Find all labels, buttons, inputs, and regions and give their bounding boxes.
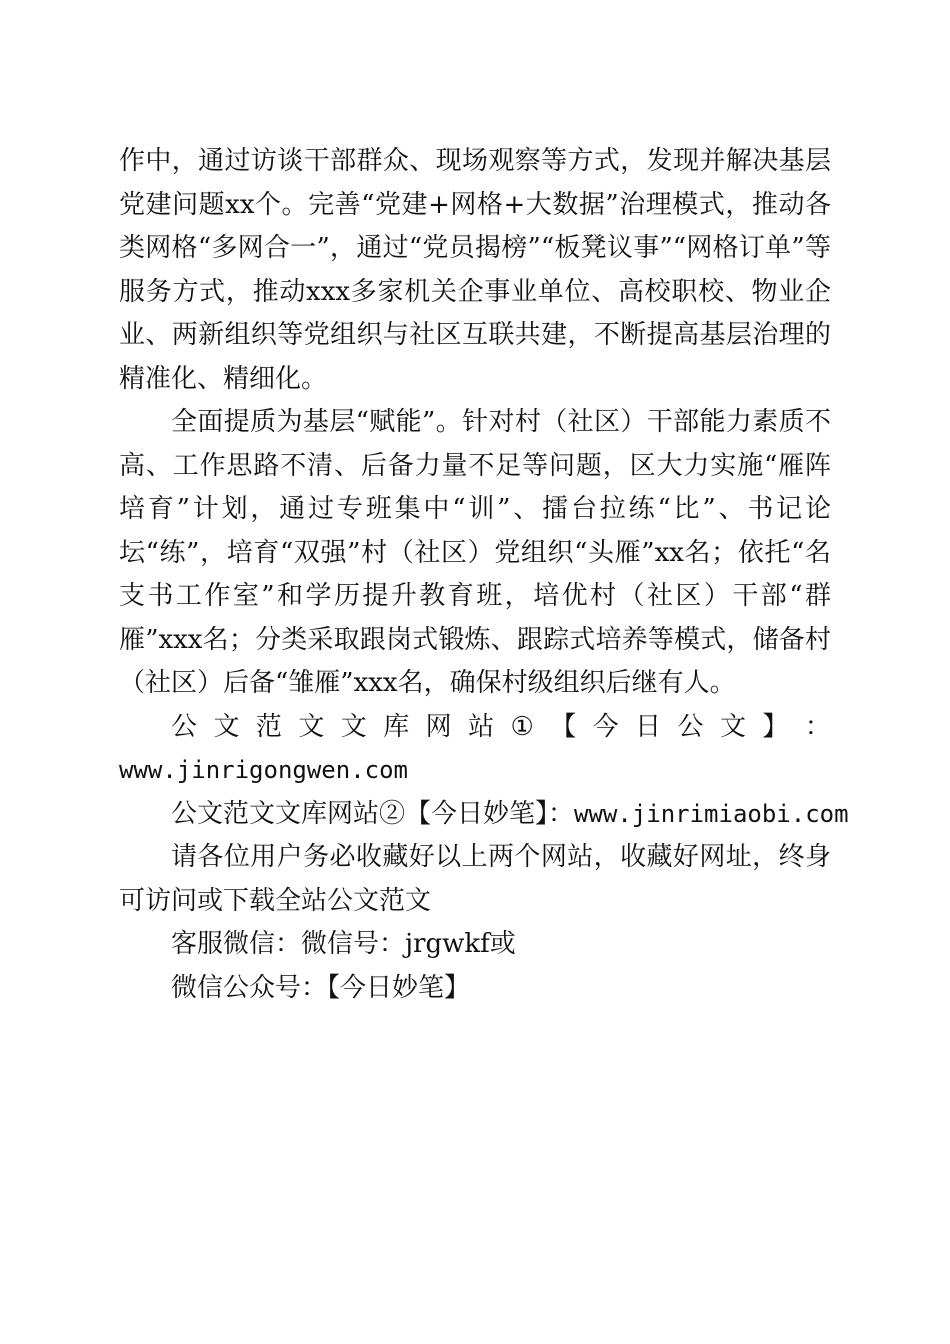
- site1-heading-char: ①: [510, 711, 534, 742]
- site1-heading-char: 今: [592, 711, 619, 742]
- site1-heading-char: 】: [762, 711, 789, 742]
- wechat-text: 客服微信：微信号：jrgwkf或: [171, 929, 516, 959]
- site1-url[interactable]: www.jinrigongwen.com: [119, 756, 408, 784]
- site1-heading-char: 网: [425, 711, 452, 742]
- site1-heading-char: 库: [383, 711, 410, 742]
- paragraph-empowerment: 全面提质为基层“赋能”。针对村（社区）干部能力素质不高、工作思路不清、后备力量不足等问题，区大力实施“雁阵培育”计划，通过专班集中“训”、擂台拉练“比”、书记论坛“练”，培育“双强”村（社区）党组织“头雁”xx名；依托“名支书工作室”和学历提升教育班，培优村（社区）干部“群雁”xxx名；分类采取跟岗式锻炼、跟踪式培养等模式，储备村（社区）后备“雏雁”xxx名，确保村级组织后继有人。: [119, 407, 831, 698]
- official-account-text: 微信公众号：【今日妙笔】: [171, 972, 471, 1003]
- site1-heading: [119, 706, 831, 750]
- notice-text: 请各位用户务必收藏好以上两个网站，收藏好网址，终身可访问或下载全站公文范文: [119, 842, 831, 916]
- site1-heading-char: 日: [635, 711, 662, 742]
- site1-heading-char: ：: [804, 711, 831, 742]
- site2-line: [119, 793, 849, 837]
- document-page: [119, 140, 849, 1010]
- site1-heading-char: 文: [298, 711, 325, 742]
- site1-heading-char: 范: [255, 711, 282, 742]
- site1-heading-char: 公: [171, 711, 198, 742]
- site1-heading-char: 站: [468, 711, 495, 742]
- site1-heading-char: 公: [677, 711, 704, 742]
- paragraph-grassroots-governance: 作中，通过访谈干部群众、现场观察等方式，发现并解决基层党建问题xx个。完善“党建+网格+大数据”治理模式，推动各类网格“多网合一”，通过“党员揭榜”“板凳议事”“网格订单”等服务方式，推动xxx多家机关企事业单位、高校职校、物业企业、两新组织等党组织与社区互联共建，不断提高基层治理的精准化、精细化。: [119, 146, 831, 394]
- site1-heading-char: 文: [213, 711, 240, 742]
- site2-label: 公文范文文库网站②【今日妙笔】：: [171, 798, 575, 829]
- site2-url[interactable]: www.jinrimiaobi.com: [574, 799, 849, 828]
- site1-heading-char: 【: [550, 711, 577, 742]
- site1-heading-char: 文: [340, 711, 367, 742]
- site1-heading-char: 文: [719, 711, 746, 742]
